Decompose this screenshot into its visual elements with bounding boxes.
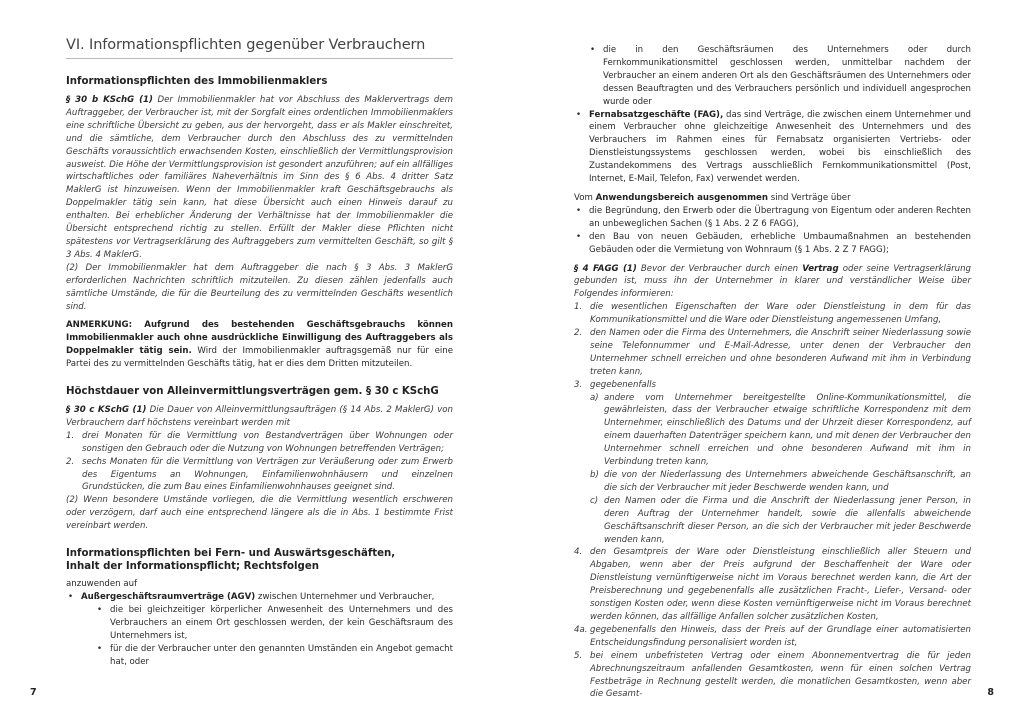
item-text: gegebenenfalls den Hinweis, dass der Preis auf der Grundlage einer automatisierten Entscheidungsfindung personalisiert worden ist,: [590, 624, 971, 648]
heading-line: Informationspflichten bei Fern- und Auswärtsgeschäften,: [66, 548, 396, 560]
right-page: [512, 0, 1024, 726]
paragraph-4-fagg: [574, 263, 971, 302]
list-item: [66, 591, 453, 668]
scope-term: Anwendungsbereich ausgenommen: [595, 192, 768, 203]
paragraph-30b-2: (2) Der Immobilienmakler hat dem Auftraggeber die nach § 3 Abs. 3 MaklerG erforderlichen Nachrichten schriftlich mitzuteilen. Zu diesen zählen jedenfalls auch sämtliche Umstände, die für die Beurteilung des zu vermittelnden Geschäfts wesentlich sind.: [66, 262, 453, 312]
left-column: [66, 36, 453, 668]
list-item: • die Begründung, den Erwerb oder die Übertragung von Eigentum oder anderen Rechten an unbeweglichen Sachen (§ 1 Abs. 2 Z 6 FAGG),: [574, 205, 971, 231]
bullet-list-fag: [574, 109, 971, 186]
agv-term: Außergeschäftsraumverträge (AGV): [81, 592, 256, 602]
vertrag-term: Vertrag: [802, 263, 839, 274]
list-item: [574, 379, 971, 547]
list-item: [574, 301, 971, 327]
paragraph-text: Der Immobilienmakler hat vor Abschluss des Maklervertrags dem Auftraggeber, der Verbraucher ist, mit der Sorgfalt eines ordentlichen Immobilienmaklers eine schriftliche Übersicht zu geben, aus der hervorgeht, dass er als Makler einschreitet, und die sämtliche, dem Verbraucher durch den Abschluss des zu vermittelnden Geschäfts voraussichtlich erwachsenden Kosten, einschließlich der Vermittlungsprovision ausweist. Die Höhe der Vermittlungsprovision ist gesondert anzuführen; auf ein allfälliges wirtschaftliches oder familiäres Naheverhältnis im Sinn des § 6 Abs. 4 dritter Satz MaklerG ist hinzuweisen. Wenn der Immobilienmakler kraft Geschäftsgebrauchs als Doppelmakler tätig sein kann, hat diese Übersicht auch einen Hinweis darauf zu enthalten. Bei erheblicher Änderung der Verhältnisse hat der Immobilienmakler die Übersicht entsprechend richtig zu stellen. Erfüllt der Makler diese Pflichten nicht spätestens vor Vertragserklärung des Auftraggebers zum vermittelten Geschäft, so gilt § 3 Abs. 4 MaklerG.: [66, 95, 453, 260]
section-heading-fern-auswaerts: [66, 547, 453, 573]
item-text: den Namen oder die Firma des Unternehmers, die Anschrift seiner Niederlassung sowie seine Telefonnummer und E-Mail-Adresse, unter denen der Verbraucher den Unternehmer schnell erreichen und ohne besonderen Aufwand mit ihm in Verbindung treten kann,: [590, 328, 971, 377]
sub-bullet-list: [95, 604, 453, 669]
paragraph-30c-2: (2) Wenn besondere Umstände vorliegen, die die Vermittlung wesentlich erschweren oder verzögern, darf auch eine entsprechend längere als die in Abs. 1 bestimmte Frist vereinbart werden.: [66, 495, 453, 532]
item-text: die wesentlichen Eigenschaften der Ware oder Dienstleistung in dem für das Kommunikationsmittel und die Ware oder Dienstleistung angemessenen Umfang,: [590, 302, 971, 326]
paragraph-text: Die Dauer von Alleinvermittlungsaufträgen (§ 14 Abs. 2 MaklerG) von Verbrauchern darf höchstens vereinbart werden mit: [66, 405, 453, 428]
right-column: [574, 44, 971, 701]
law-reference: § 30 c KSchG (1): [66, 405, 147, 416]
list-item: • die in den Geschäftsräumen des Unternehmers oder durch Fernkommunikationsmittel geschlossen werden, unmittelbar nachdem der Verbraucher an einem anderen Ort als den Geschäftsräumen des Unternehmers oder dessen Beauftragten und des Verbrauchers persönlich und individuell angesprochen wurde oder: [588, 44, 971, 109]
item-text: andere vom Unternehmer bereitgestellte Online-Kommunikationsmittel, die gewährleisten, dass der Verbraucher etwaige schriftliche Korrespondenz mit dem Unternehmer, einschließlich des Datums und der Uhrzeit dieser Korrespondenz, auf einem dauerhaften Datenträger speichern kann, und mit denen der Verbraucher den Unternehmer schnell erreichen und ohne besonderen Aufwand mit ihm in Verbindung treten kann,: [604, 392, 971, 468]
text: oder seine Vertragserklärung gebunden ist, muss ihn der Unternehmer in klarer und verständlicher Weise über Folgendes informieren:: [574, 263, 972, 300]
item-number: 4a.: [574, 624, 588, 635]
text: sind Verträge über: [767, 192, 851, 203]
item-number: 2.: [574, 328, 583, 339]
list-item: [66, 456, 453, 495]
page-number: 8: [987, 687, 994, 698]
item-text: den Namen oder die Firma und die Anschrift der Niederlassung jener Person, in deren Auftrag der Unternehmer handelt, sowie die allenfalls abweichende Geschäftsanschrift dieser Person, an die sich der Verbraucher mit jeder Beschwerde wenden kann,: [604, 495, 971, 545]
law-reference: § 30 b KSchG (1): [66, 95, 153, 105]
page-number: 7: [30, 687, 37, 698]
chapter-title: VI. Informationspflichten gegenüber Verbrauchern: [66, 36, 453, 59]
numbered-list-30c: [66, 430, 453, 495]
scope-exclusion-intro: [574, 192, 971, 205]
list-item: • für die der Verbraucher unter den genannten Umständen ein Angebot gemacht hat, oder: [95, 643, 453, 669]
list-item: [574, 624, 971, 650]
item-letter: c): [590, 495, 599, 506]
list-item: [590, 392, 971, 469]
paragraph-30b-1: [66, 94, 453, 262]
section-heading-hoechstdauer: Höchstdauer von Alleinvermittlungsverträgen gem. § 30 c KSchG: [66, 386, 439, 398]
item-text: zwischen Unternehmer und Verbraucher,: [255, 592, 435, 602]
list-item: [574, 109, 971, 186]
list-item: [590, 469, 971, 495]
note-bold: ANMERKUNG: Aufgrund des bestehenden Geschäftsgebrauchs können Immobilienmakler auch ohne ausdrückliche Einwilligung des Auftraggebers als Doppelmakler tätig sein.: [66, 320, 453, 357]
item-text: sechs Monaten für die Vermittlung von Verträgen zur Veräußerung oder zum Erwerb des Eigentums an Wohnungen, Einfamilienwohnhäusern und einzelnen Grundstücken, die zum Bau eines Einfamilienwohnhauses geeignet sind.: [82, 456, 453, 493]
note-paragraph: [66, 319, 453, 371]
list-item: [574, 650, 971, 702]
list-item: [66, 430, 453, 456]
item-number: 4.: [574, 547, 583, 558]
list-item: [574, 546, 971, 623]
alpha-list: [590, 392, 971, 547]
item-letter: b): [590, 470, 599, 480]
list-item: • die bei gleichzeitiger körperlicher Anwesenheit des Unternehmers und des Verbrauchers an einem Ort geschlossen werden, der kein Geschäftsraum des Unternehmers ist,: [95, 604, 453, 643]
intro-text: anzuwenden auf: [66, 579, 138, 590]
numbered-list-fagg: [574, 301, 971, 701]
item-number: 2.: [66, 456, 75, 467]
bullet-list-exclusions: [574, 205, 971, 257]
list-item: [590, 495, 971, 547]
item-number: 5.: [574, 650, 583, 661]
item-text: das sind Verträge, die zwischen einem Unternehmer und einem Verbraucher ohne gleichzeitige Anwesenheit des Unternehmers und des Verbrauchers im Rahmen eines für Fernabsatz organisierten Vertriebs- oder Dienstleistungssystems geschlossen werden, wobei bis einschließlich des Zustandekommens des Vertrags ausschließlich Fernkommunikationsmittel (Post, Internet, E-Mail, Telefon, Fax) verwendet werden.: [589, 109, 971, 185]
list-item: • den Bau von neuen Gebäuden, erhebliche Umbaumaßnahmen an bestehenden Gebäuden oder die Vermietung von Wohnraum (§ 1 Abs. 2 Z 7 FAGG);: [574, 231, 971, 257]
note-text: Wird der Immobilienmakler auftragsgemäß nur für eine Partei des zu vermittelnden Geschäfts tätig, hat er dies dem Dritten mitzuteilen.: [66, 346, 453, 370]
item-text: gegebenenfalls: [590, 379, 656, 390]
item-text: die von der Niederlassung des Unternehmers abweichende Geschäftsanschrift, an die sich der Verbraucher mit jeder Beschwerde wenden kann, und: [604, 470, 971, 493]
item-text: bei einem unbefristeten Vertrag oder einem Abonnementvertrag die für jeden Abrechnungszeitraum anfallenden Gesamtkosten, wenn für einen solchen Vertrag Festbeträge in Rechnung gestellt werden, die monatlichen Gesamtkosten, wenn aber die Gesamt-: [590, 650, 971, 700]
law-reference: § 4 FAGG (1): [574, 263, 637, 274]
item-number: 3.: [574, 379, 583, 390]
fag-term: Fernabsatzgeschäfte (FAG),: [589, 109, 724, 120]
item-text: drei Monaten für die Vermittlung von Bestandverträgen über Wohnungen oder sonstigen den Gebrauch oder die Nutzung von Wohnungen betreffenden Verträgen;: [82, 430, 453, 454]
heading-line: Inhalt der Informationspflicht; Rechtsfolgen: [66, 561, 319, 573]
item-number: 1.: [574, 302, 583, 313]
list-item: [574, 327, 971, 379]
text: Bevor der Verbraucher durch einen: [636, 263, 803, 274]
sub-bullet-list: [588, 44, 971, 109]
paragraph-30c-1: [66, 404, 453, 430]
bullet-list-scope: [66, 591, 453, 668]
section-heading-immobilienmakler: Informationspflichten des Immobilienmaklers: [66, 76, 328, 87]
text: Vom: [574, 192, 596, 203]
item-letter: a): [590, 392, 599, 403]
item-text: den Gesamtpreis der Ware oder Dienstleistung einschließlich aller Steuern und Abgaben, wenn aber der Preis aufgrund der Beschaffenheit der Ware oder Dienstleistung vernünftigerweise nicht im Voraus berechnet werden kann, die Art der Preisberechnung und gegebenenfalls alle zusätzlichen Fracht-, Liefer-, Versand- oder sonstigen Kosten oder, wenn diese Kosten vernünftigerweise nicht im Voraus berechnet werden können, das allfällige Anfallen solcher zusätzlichen Kosten,: [590, 547, 971, 622]
item-number: 1.: [66, 430, 75, 441]
